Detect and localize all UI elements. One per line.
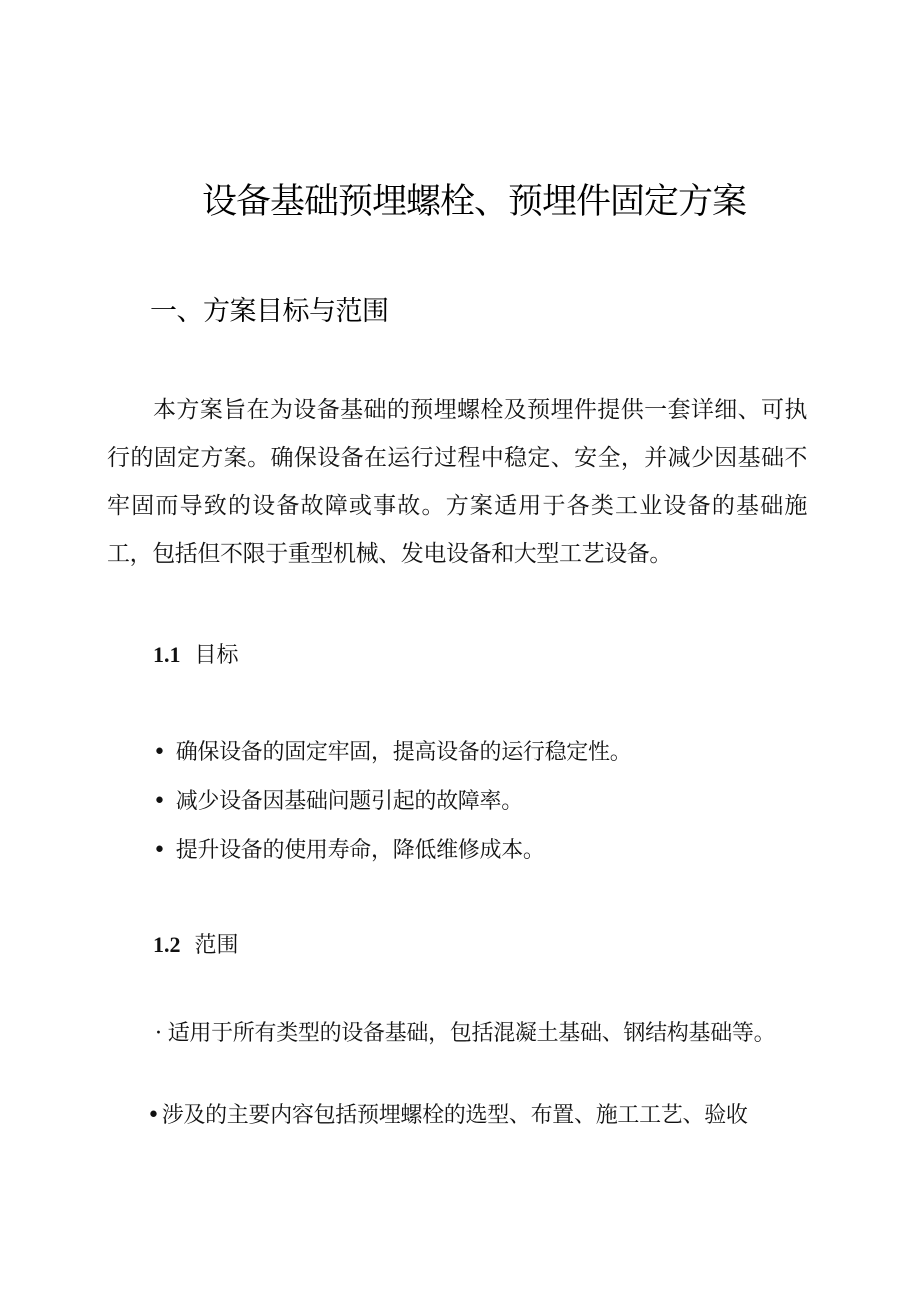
bullet-icon: • <box>153 789 166 814</box>
scope-item <box>155 1018 775 1050</box>
scope-item-text: 适用于所有类型的设备基础，包括混凝土基础、钢结构基础等。 <box>167 1021 776 1046</box>
bullet-icon: • <box>153 838 166 863</box>
scope-item <box>147 1100 748 1132</box>
subsection-title: 目标 <box>194 643 239 668</box>
document-title: 设备基础预埋螺栓、预埋件固定方案 <box>201 182 746 222</box>
list-item <box>153 826 631 875</box>
section-heading-objectives-scope: 一、方案目标与范围 <box>150 296 389 327</box>
intro-paragraph: 本方案旨在为设备基础的预埋螺栓及预埋件提供一套详细、可执行的固定方案。确保设备在运行过程中稳定、安全，并减少因基础不牢固而导致的设备故障或事故。方案适用于各类工业设备的基础施工，包括但不限于重型机械、发电设备和大型工艺设备。 <box>107 397 807 567</box>
subsection-heading-scope <box>153 930 239 961</box>
bullet-icon: • <box>147 1103 160 1128</box>
subsection-heading-objectives <box>153 640 239 671</box>
list-item <box>153 777 631 826</box>
subsection-number: 1.1 <box>153 642 181 667</box>
bullet-icon: · <box>155 1021 162 1046</box>
list-item <box>153 728 631 777</box>
subsection-number: 1.2 <box>153 932 181 957</box>
list-item-text: 提升设备的使用寿命，降低维修成本。 <box>175 838 545 863</box>
objectives-list <box>153 728 631 875</box>
bullet-icon: • <box>153 740 166 765</box>
subsection-title: 范围 <box>194 933 239 958</box>
list-item-text: 减少设备因基础问题引起的故障率。 <box>175 789 523 814</box>
list-item-text: 确保设备的固定牢固，提高设备的运行稳定性。 <box>175 740 632 765</box>
scope-item-text: 涉及的主要内容包括预埋螺栓的选型、布置、施工工艺、验收 <box>161 1103 748 1128</box>
